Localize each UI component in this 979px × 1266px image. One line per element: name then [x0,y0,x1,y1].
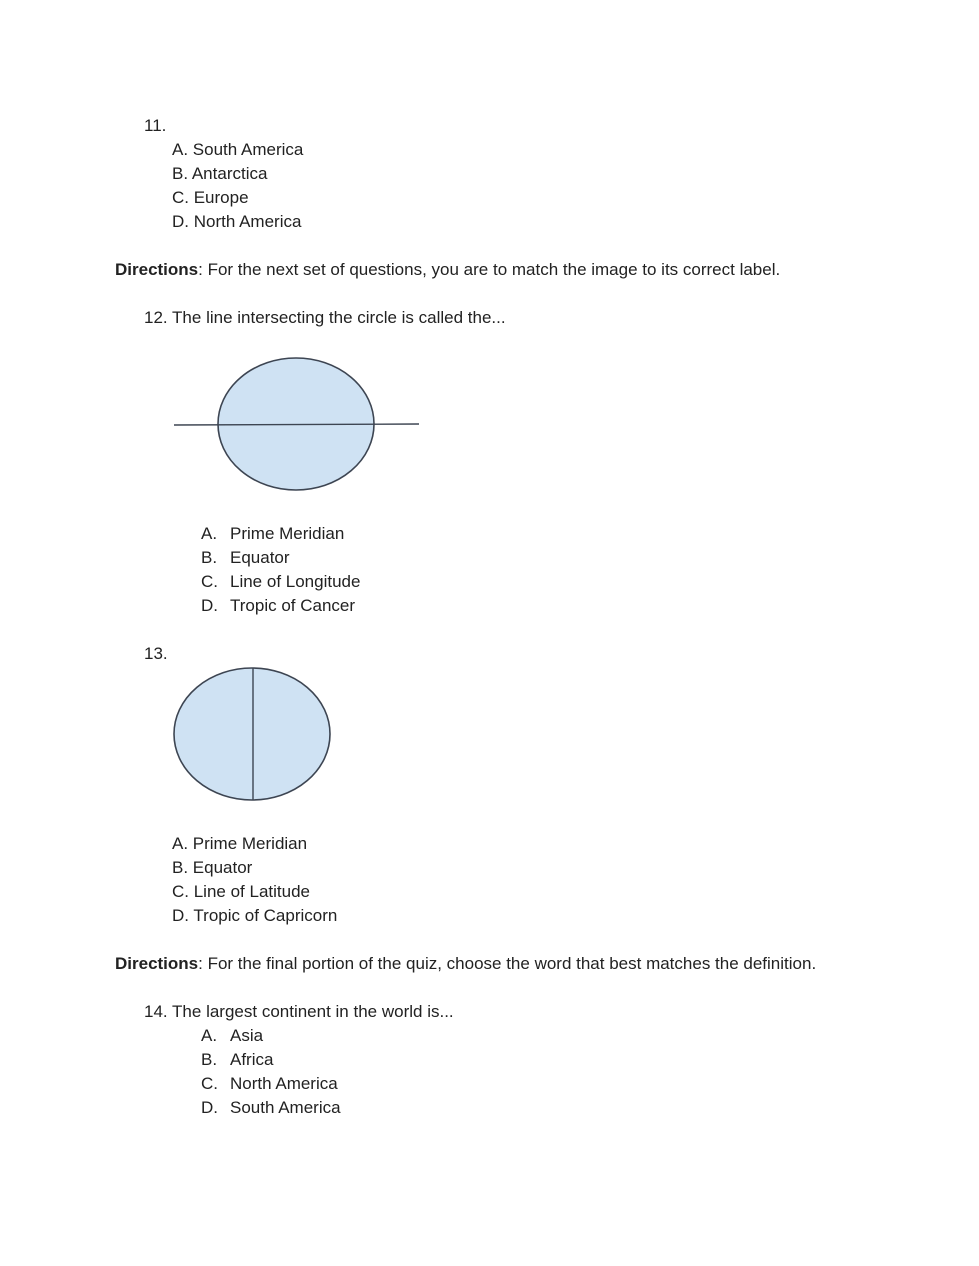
question-12-prompt: 12. The line intersecting the circle is called the... [144,308,506,327]
globe-circle-13 [174,668,330,800]
directions-definitions [115,952,816,976]
question-14-option-c-letter: C. [201,1074,218,1093]
question-14-option-d-letter: D. [201,1098,218,1117]
question-12-option-c-letter: C. [201,572,218,591]
question-14-option-a-letter: A. [201,1026,218,1045]
question-13-option-a: A. Prime Meridian [172,834,308,853]
question-14-option-a-text: Asia [230,1026,264,1045]
question-11-option-d: D. North America [172,212,302,231]
question-12-option-d-text: Tropic of Cancer [230,596,356,615]
prime-meridian-diagram [170,664,336,806]
question-14-option-c-text: North America [230,1074,338,1093]
question-11-option-b: B. Antarctica [172,164,268,183]
question-11-number: 11. [144,116,167,135]
question-13-option-b: B. Equator [172,858,253,877]
directions-text: : For the next set of questions, you are to match the image to its correct label. [198,260,781,279]
question-12-option-b-text: Equator [230,548,290,567]
question-12-option-d-letter: D. [201,596,218,615]
directions-text: : For the final portion of the quiz, choose the word that best matches the definition. [198,954,817,973]
question-13-option-d: D. Tropic of Capricorn [172,906,338,925]
equator-diagram [170,352,426,497]
directions-label: Directions [115,260,199,279]
question-12-option-a-letter: A. [201,524,218,543]
question-13-number: 13. [144,644,168,663]
question-13-option-c: C. Line of Latitude [172,882,310,901]
horizontal-line [174,424,419,425]
question-12-option-b-letter: B. [201,548,218,567]
question-12-option-c-text: Line of Longitude [230,572,361,591]
question-11-option-c: C. Europe [172,188,249,207]
question-12-option-a-text: Prime Meridian [230,524,345,543]
question-14-option-d-text: South America [230,1098,341,1117]
directions-label: Directions [115,954,199,973]
question-14-prompt: 14. The largest continent in the world is... [144,1002,454,1021]
question-11-option-a: A. South America [172,140,304,159]
question-14-option-b-text: Africa [230,1050,274,1069]
directions-matching [115,258,780,282]
question-14-option-b-letter: B. [201,1050,218,1069]
